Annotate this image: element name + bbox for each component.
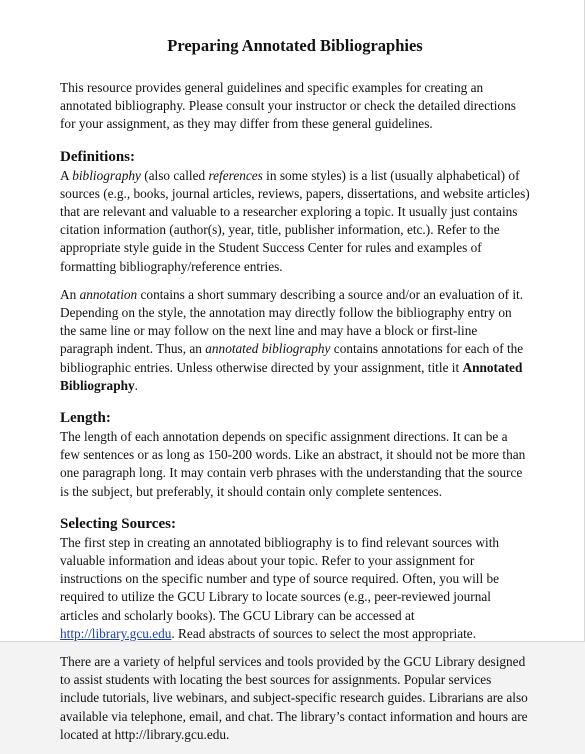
- selecting-sources-text-a: The first step in creating an annotated bibliography is to find relevant sources with valuable information and ideas about your topic. Refer to your assignment for instructions on the specific number and type of source required. Often, you will be required to utilize the GCU Library to locate sources (e.g., peer-reviewed journal articles and scholarly books). The GCU Library can be accessed at: [60, 534, 500, 623]
- annotation-def-text-c: contains a short summary describing a source and/or an evaluation of it. Depending on the style, the annotation may directly follow the bibliography entry on the same line or may follow on the next line and may have a block or first-line paragraph indent. Thus, an: [60, 286, 524, 357]
- annotated-bibliography-term: annotated bibliography: [205, 341, 331, 357]
- length-heading: Length:: [60, 410, 111, 427]
- selecting-sources-paragraph: [60, 534, 530, 643]
- annotation-term: annotation: [79, 286, 138, 302]
- intro-paragraph: This resource provides general guidelines and specific examples for creating an annotated bibliography. Please consult your instructor or check the detailed directions for your assignment, as they may differ from these general guidelines.: [60, 80, 516, 132]
- library-services-paragraph: There are a variety of helpful services and tools provided by the GCU Library designed to assist students with locating the best sources for assignments. Popular services include tutorials, live webinars, and subject-specific research guides. Librarians are also available via telephone, email, and chat. The library’s contact information and hours are located at http://library.gcu.edu.: [60, 654, 528, 742]
- annotation-def-text-e: contains annotations for each of the bibliographic entries. Unless otherwise directed by your assignment, title it: [60, 341, 524, 375]
- annotation-def-text-a: An: [60, 286, 80, 302]
- annotation-def-text-g: .: [134, 377, 138, 393]
- bibliography-definition-paragraph: [60, 167, 530, 276]
- gcu-library-link[interactable]: http://library.gcu.edu: [60, 625, 172, 641]
- bibliography-term: bibliography: [72, 167, 141, 183]
- document-title: Preparing Annotated Bibliographies: [167, 36, 423, 55]
- bibliography-def-text-a: A: [60, 167, 73, 183]
- bibliography-def-text-c: (also called: [140, 167, 209, 183]
- selecting-sources-text-b: . Read abstracts of sources to select the most appropriate.: [171, 625, 477, 641]
- annotation-definition-paragraph: [60, 286, 530, 395]
- selecting-sources-heading: Selecting Sources:: [60, 515, 176, 532]
- length-paragraph: The length of each annotation depends on specific assignment directions. It can be a few sentences or as long as 150-200 words. Like an abstract, it should not be more than one paragraph long. It may contain verb phrases with the understanding that the source is the subject, but preferably, it should contain only complete sentences.: [60, 429, 526, 499]
- bibliography-def-text-e: in some styles) is a list (usually alphabetical) of sources (e.g., books, journal articles, reviews, papers, dissertations, and website articles) that are relevant and valuable to a researcher exploring a topic. It usually just contains citation information (author(s), year, title, publisher information, etc.). Refer to the appropriate style guide in the Student Success Center for rules and examples of formatting bibliography/reference entries.: [60, 167, 530, 274]
- annotated-bibliography-title-term: Annotated Bibliography: [60, 359, 523, 393]
- document-content: [60, 36, 530, 754]
- references-term: references: [208, 167, 263, 183]
- definitions-heading: Definitions:: [60, 148, 135, 165]
